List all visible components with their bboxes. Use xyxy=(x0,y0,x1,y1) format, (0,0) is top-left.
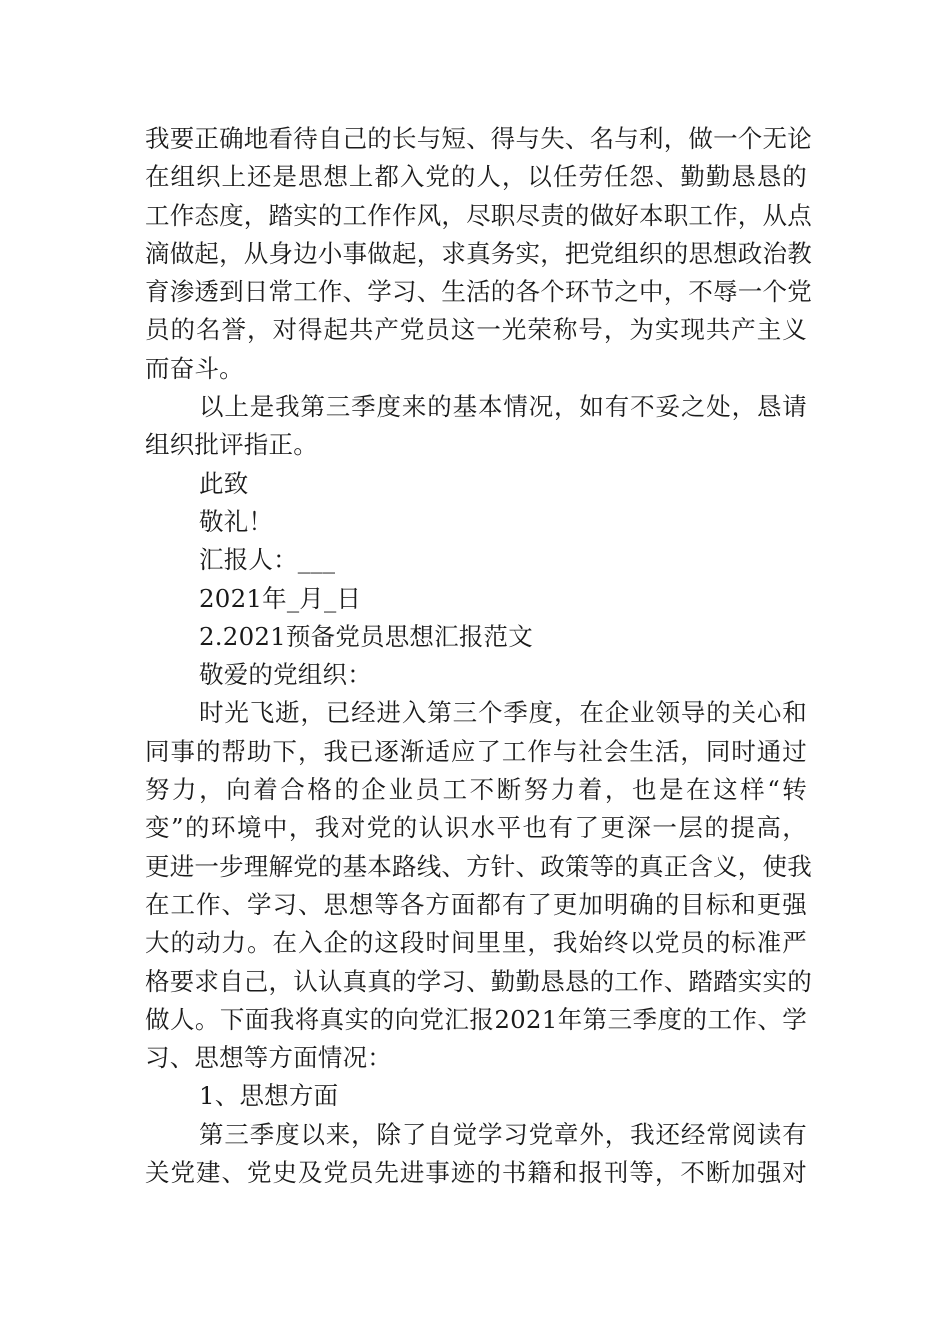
text-line-5: 育渗透到日常工作、学习、生活的各个环节之中，不辱一个党 xyxy=(145,277,812,307)
report-date: 2021年_月_日 xyxy=(199,583,362,613)
text-line-16: 时光飞逝，已经进入第三个季度，在企业领导的关心和 xyxy=(199,698,807,728)
text-line-19: 变”的环境中，我对党的认识水平也有了更深一层的提高， xyxy=(145,813,807,843)
text-line-18: 努力，向着合格的企业员工不断努力着，也是在这样“转 xyxy=(145,775,807,805)
text-line-22: 大的动力。在入企的这段时间里里，我始终以党员的标准严 xyxy=(145,928,807,958)
section-heading: 2.2021预备党员思想汇报范文 xyxy=(199,621,533,651)
closing-respect: 敬礼！ xyxy=(199,506,274,536)
reporter-signature: 汇报人：___ xyxy=(199,545,336,575)
text-line-24: 做人。下面我将真实的向党汇报2021年第三季度的工作、学 xyxy=(145,1004,807,1034)
subsection-heading: 1、思想方面 xyxy=(199,1081,339,1111)
document-body xyxy=(145,120,812,1192)
text-line-6: 员的名誉，对得起共产党员这一光荣称号，为实现共产主义 xyxy=(145,315,807,345)
text-line-4: 滴做起，从身边小事做起，求真务实，把党组织的思想政治教 xyxy=(145,238,812,268)
text-line-23: 格要求自己，认认真真的学习、勤勤恳恳的工作、踏踏实实的 xyxy=(145,966,812,996)
closing-salutation: 此致 xyxy=(199,468,249,498)
text-line-2: 在组织上还是思想上都入党的人，以任劳任怨、勤勤恳恳的 xyxy=(145,162,807,192)
text-line-17: 同事的帮助下，我已逐渐适应了工作与社会生活，同时通过 xyxy=(145,736,807,766)
text-line-25: 习、思想等方面情况： xyxy=(145,1043,392,1073)
text-line-27: 第三季度以来，除了自觉学习党章外，我还经常阅读有 xyxy=(199,1119,807,1149)
text-line-20: 更进一步理解党的基本路线、方针、政策等的真正含义，使我 xyxy=(145,851,812,881)
text-line-9: 组织批评指正。 xyxy=(145,430,318,460)
text-line-8: 以上是我第三季度来的基本情况，如有不妥之处，恳请 xyxy=(199,392,807,422)
text-line-1: 我要正确地看待自己的长与短、得与失、名与利，做一个无论 xyxy=(145,124,812,153)
text-line-7: 而奋斗。 xyxy=(145,353,244,383)
text-line-3: 工作态度，踏实的工作作风，尽职尽责的做好本职工作，从点 xyxy=(145,200,812,230)
text-line-28: 关党建、党史及党员先进事迹的书籍和报刊等，不断加强对 xyxy=(145,1158,807,1188)
text-line-21: 在工作、学习、思想等各方面都有了更加明确的目标和更强 xyxy=(145,889,807,919)
letter-greeting: 敬爱的党组织： xyxy=(199,660,372,690)
